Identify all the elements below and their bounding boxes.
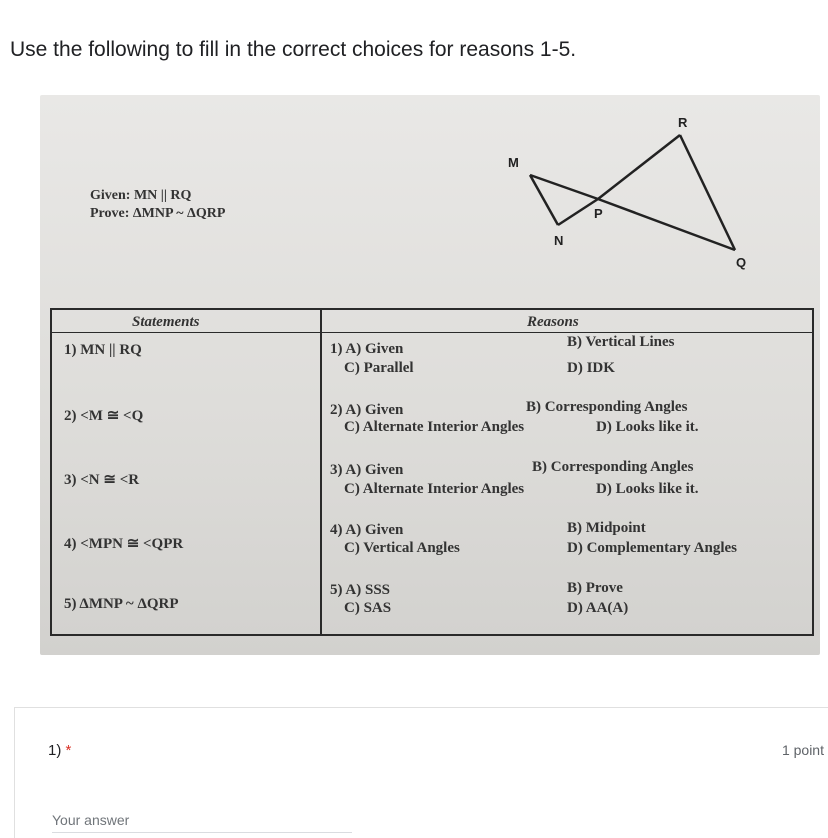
statement-5: 5) ΔMNP ~ ΔQRP: [64, 596, 179, 612]
header-divider: [52, 332, 812, 333]
reason-2-c: C) Alternate Interior Angles: [344, 419, 525, 435]
reason-2-d: D) Looks like it.: [596, 419, 699, 435]
prove-text: Prove: ΔMNP ~ ΔQRP: [90, 206, 226, 221]
reason-5-a: 5) A) SSS: [330, 582, 391, 598]
segment-pr: [598, 135, 680, 199]
proof-table: [50, 308, 814, 636]
statement-2: 2) <M ≅ <Q: [64, 408, 144, 424]
given-prove: [90, 187, 225, 223]
question-number: 1): [48, 742, 62, 759]
reason-4-d: D) Complementary Angles: [567, 540, 737, 556]
reason-1-c: C) Parallel: [344, 360, 414, 376]
answer-question-label: [48, 742, 71, 759]
answer-input[interactable]: [52, 808, 352, 833]
question-title: Use the following to fill in the correct choices for reasons 1-5.: [10, 38, 577, 61]
segment-np: [558, 199, 598, 225]
reason-5-c: C) SAS: [344, 600, 392, 616]
given-text: Given: MN || RQ: [90, 188, 192, 203]
reason-3-b: B) Corresponding Angles: [532, 459, 694, 475]
column-divider: [320, 310, 322, 634]
reason-4-b: B) Midpoint: [567, 520, 646, 536]
reason-5-b: B) Prove: [567, 580, 623, 596]
triangle-diagram: [490, 105, 770, 275]
required-asterisk: *: [65, 742, 72, 759]
reason-3-a: 3) A) Given: [330, 462, 404, 478]
reason-4-c: C) Vertical Angles: [344, 540, 460, 556]
label-r: R: [678, 115, 688, 130]
points-label: 1 point: [781, 742, 824, 758]
reason-1-d: D) IDK: [567, 360, 615, 376]
reasons-header: Reasons: [527, 314, 579, 330]
label-n: N: [554, 233, 564, 248]
reason-3-c: C) Alternate Interior Angles: [344, 481, 525, 497]
label-p: P: [594, 206, 603, 221]
statements-header: Statements: [132, 314, 200, 330]
reason-1-a: 1) A) Given: [330, 341, 404, 357]
reason-2-b: B) Corresponding Angles: [526, 399, 688, 415]
reason-4-a: 4) A) Given: [330, 522, 404, 538]
label-q: Q: [736, 255, 747, 270]
statement-3: 3) <N ≅ <R: [64, 472, 140, 488]
statement-4: 4) <MPN ≅ <QPR: [64, 536, 184, 552]
statement-1: 1) MN || RQ: [64, 342, 142, 358]
reason-1-b: B) Vertical Lines: [567, 334, 675, 350]
reason-2-a: 2) A) Given: [330, 402, 404, 418]
reason-3-d: D) Looks like it.: [596, 481, 699, 497]
label-m: M: [508, 155, 519, 170]
reason-5-d: D) AA(A): [567, 600, 629, 616]
